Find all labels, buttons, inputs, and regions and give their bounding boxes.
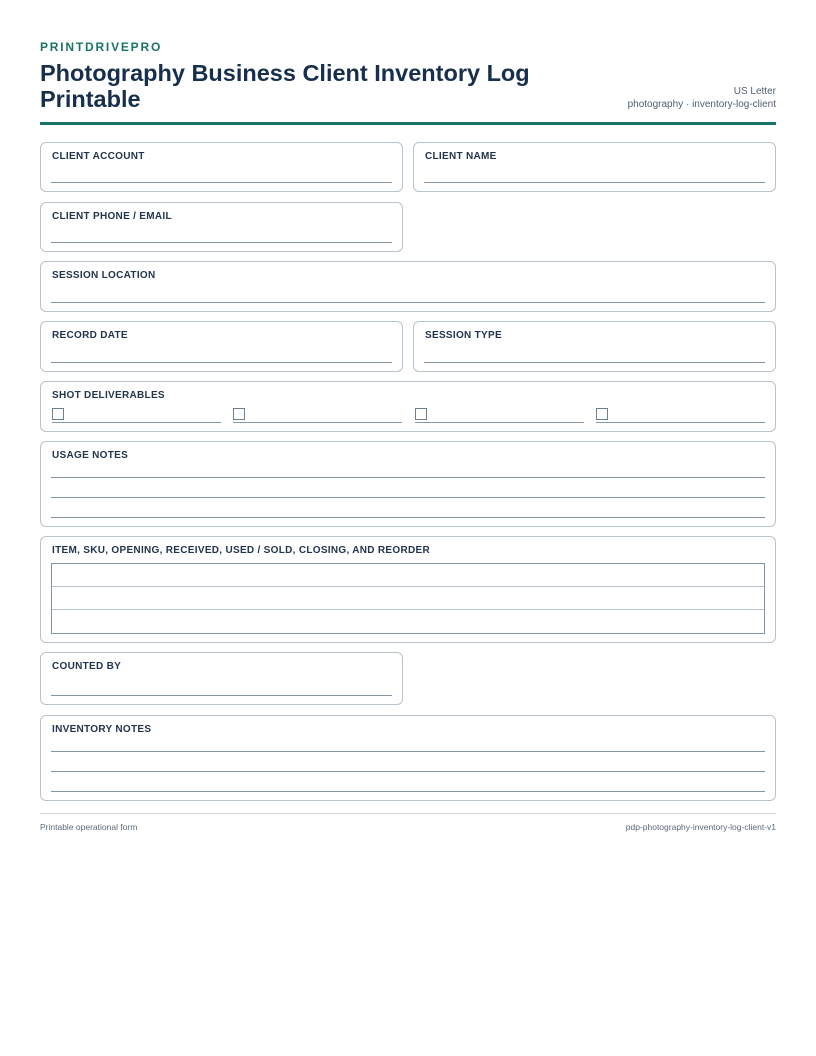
inventory-table-field	[40, 536, 776, 643]
brand-name: PRINTDRIVEPRO	[40, 40, 163, 54]
counted-by-label: COUNTED BY	[52, 661, 122, 672]
inventory-notes-line-2[interactable]	[51, 771, 765, 772]
inventory-notes-field[interactable]	[40, 715, 776, 801]
record-date-field[interactable]	[40, 321, 403, 372]
deliverable-checkbox-2[interactable]	[233, 408, 245, 420]
client-phone-email-field[interactable]	[40, 202, 403, 252]
footer-document-id: pdp-photography-inventory-log-client-v1	[625, 822, 776, 832]
deliverable-checkbox-3[interactable]	[415, 408, 427, 420]
session-location-field[interactable]	[40, 261, 776, 312]
paper-size: US Letter	[733, 86, 776, 97]
deliverable-line-1[interactable]	[52, 422, 221, 423]
header-rule	[40, 122, 776, 125]
client-account-label: CLIENT ACCOUNT	[52, 151, 145, 162]
table-row[interactable]	[52, 587, 764, 610]
shot-deliverables-label: SHOT DELIVERABLES	[52, 390, 165, 401]
usage-notes-line-2[interactable]	[51, 497, 765, 498]
table-row[interactable]	[52, 564, 764, 587]
session-type-field[interactable]	[413, 321, 776, 372]
client-account-line[interactable]	[51, 182, 392, 183]
page-title: Photography Business Client Inventory Log Printable	[40, 60, 530, 112]
inventory-table-label: ITEM, SKU, OPENING, RECEIVED, USED / SOLD, CLOSING, AND REORDER	[52, 545, 431, 556]
shot-deliverables-field	[40, 381, 776, 432]
footer-rule	[40, 813, 776, 814]
usage-notes-label: USAGE NOTES	[52, 450, 129, 461]
deliverable-checkbox-4[interactable]	[596, 408, 608, 420]
record-date-label: RECORD DATE	[52, 330, 128, 341]
client-name-field[interactable]	[413, 142, 776, 192]
counted-by-line[interactable]	[51, 695, 392, 696]
inventory-table	[51, 563, 765, 634]
inventory-notes-line-1[interactable]	[51, 751, 765, 752]
record-date-line[interactable]	[51, 362, 392, 363]
page-meta	[628, 85, 776, 111]
deliverable-line-3[interactable]	[415, 422, 584, 423]
table-row[interactable]	[52, 610, 764, 633]
session-location-label: SESSION LOCATION	[52, 270, 156, 281]
usage-notes-line-1[interactable]	[51, 477, 765, 478]
usage-notes-line-3[interactable]	[51, 517, 765, 518]
deliverable-line-2[interactable]	[233, 422, 402, 423]
client-account-field[interactable]	[40, 142, 403, 192]
counted-by-field[interactable]	[40, 652, 403, 705]
footer-left-text: Printable operational form	[40, 822, 138, 832]
client-name-line[interactable]	[424, 182, 765, 183]
session-type-line[interactable]	[424, 362, 765, 363]
inventory-notes-label: INVENTORY NOTES	[52, 724, 152, 735]
form-tags: photography · inventory-log-client	[627, 99, 776, 110]
deliverable-line-4[interactable]	[596, 422, 765, 423]
session-location-line[interactable]	[51, 302, 765, 303]
usage-notes-field[interactable]	[40, 441, 776, 527]
client-phone-email-label: CLIENT PHONE / EMAIL	[52, 211, 172, 222]
session-type-label: SESSION TYPE	[425, 330, 502, 341]
deliverable-checkbox-1[interactable]	[52, 408, 64, 420]
inventory-notes-line-3[interactable]	[51, 791, 765, 792]
client-phone-email-line[interactable]	[51, 242, 392, 243]
client-name-label: CLIENT NAME	[425, 151, 497, 162]
